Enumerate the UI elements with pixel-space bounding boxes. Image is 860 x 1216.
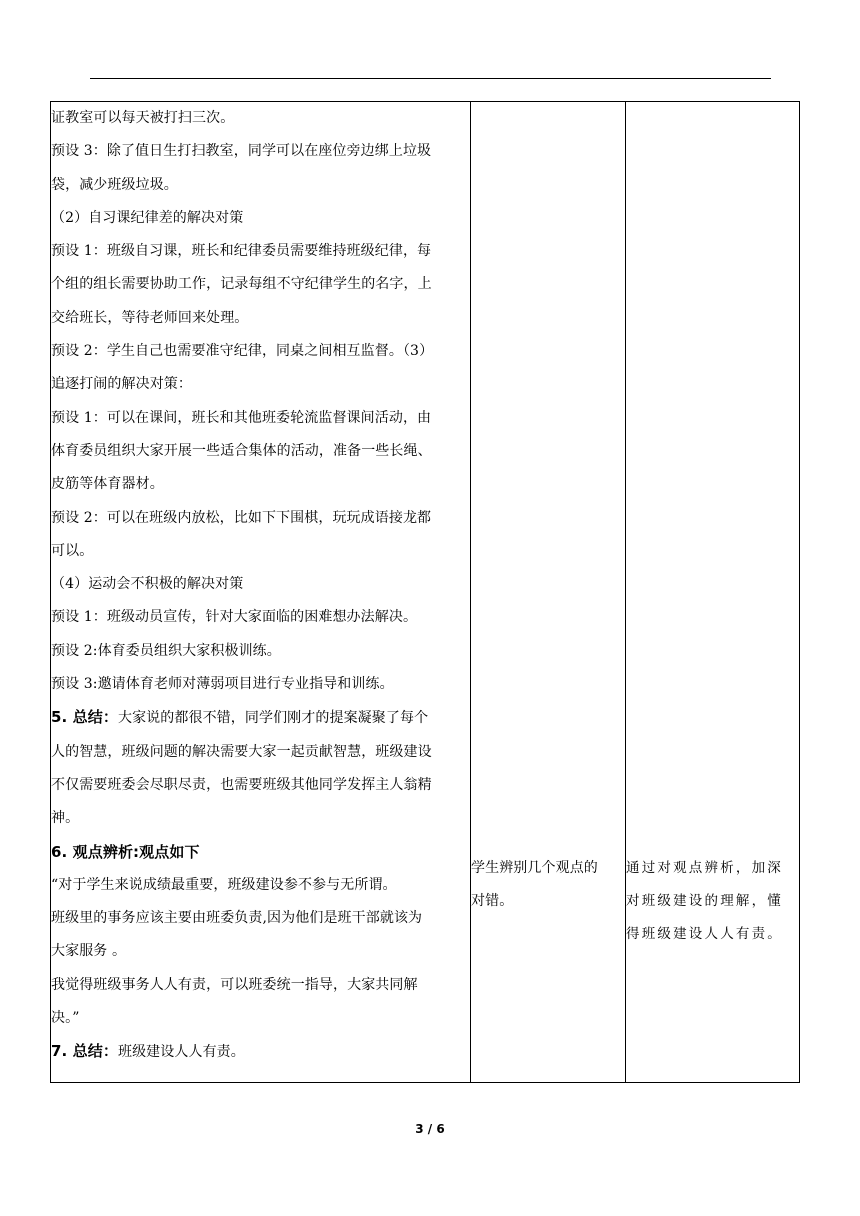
summary-5-heading: 5. 总结： (51, 708, 118, 727)
summary-7-line: 7. 总结：班级建设人人有责。 (51, 1042, 245, 1061)
main-lines (51, 102, 470, 701)
text-line: 可以。 (51, 542, 94, 559)
text-line: “对于学生来说成绩最重要，班级建设参不参与无所谓。 (51, 876, 397, 893)
text-line: 证教室可以每天被打扫三次。 (51, 110, 235, 126)
text-line: 人的智慧，班级问题的解决需要大家一起贡献智慧，班级建设 (51, 743, 432, 760)
text-line: 预设 1：班级自习课，班长和纪律委员需要维持班级纪律，每 (51, 243, 432, 260)
text-line: 预设 1：班级动员宣传，针对大家面临的困难想办法解决。 (51, 609, 418, 626)
student-activity-cell (471, 102, 626, 1083)
text-line: 预设 3：除了值日生打扫教室，同学可以在座位旁边绑上垃圾 (51, 143, 432, 160)
text-line: （2）自习课纪律差的解决对策 (51, 209, 244, 226)
table-row (51, 102, 800, 1083)
design-intent-line: 通过对观点辨析，加深 (626, 860, 783, 876)
student-activity-line: 学生辨别几个观点的 (471, 860, 598, 876)
summary-7-heading: 7. 总结： (51, 1042, 118, 1061)
text-line: 个组的组长需要协助工作，记录每组不守纪律学生的名字，上 (51, 276, 432, 293)
text-line: 体育委员组织大家开展一些适合集体的活动，准备一些长绳、 (51, 442, 432, 459)
design-intent-line: 得班级建设人人有责。 (626, 926, 783, 942)
design-intent-line: 对班级建设的理解，懂 (626, 893, 783, 909)
text-line: 预设 2:体育委员组织大家积极训练。 (51, 642, 281, 659)
lesson-plan-table (50, 101, 800, 1083)
header-rule (90, 78, 771, 79)
text-line: 预设 2：可以在班级内放松，比如下下围棋，玩玩成语接龙都 (51, 509, 432, 526)
page-number: 3 / 6 (415, 1122, 445, 1136)
text-line: 我觉得班级事务人人有责，可以班委统一指导，大家共同解 (51, 976, 418, 993)
section-6-heading: 6. 观点辨析:观点如下 (51, 842, 200, 861)
text-line: 预设 2：学生自己也需要准守纪律，同桌之间相互监督。（3） (51, 343, 434, 360)
text-line: 交给班长，等待老师回来处理。 (51, 309, 249, 326)
text-line: 决。” (51, 1010, 80, 1027)
text-line: 皮筋等体育器材。 (51, 476, 164, 493)
design-intent-cell (626, 102, 800, 1083)
text-line: 袋，减少班级垃圾。 (51, 176, 178, 193)
text-line: 神。 (51, 810, 80, 827)
text-line: （4）运动会不积极的解决对策 (51, 576, 244, 593)
text-line: 大家服务 。 (51, 943, 127, 960)
text-line: 预设 3:邀请体育老师对薄弱项目进行专业指导和训练。 (51, 676, 394, 693)
summary-5-line: 5. 总结：大家说的都很不错，同学们刚才的提案凝聚了每个 (51, 708, 429, 727)
text-line: 不仅需要班委会尽职尽责，也需要班级其他同学发挥主人翁精 (51, 776, 432, 793)
student-activity-line: 对错。 (471, 893, 514, 909)
teaching-process-cell (51, 102, 471, 1083)
text-line: 预设 1：可以在课间，班长和其他班委轮流监督课间活动，由 (51, 409, 432, 426)
text-line: 追逐打闹的解决对策： (51, 376, 192, 393)
text-line: 班级里的事务应该主要由班委负责,因为他们是班干部就该为 (51, 910, 423, 927)
